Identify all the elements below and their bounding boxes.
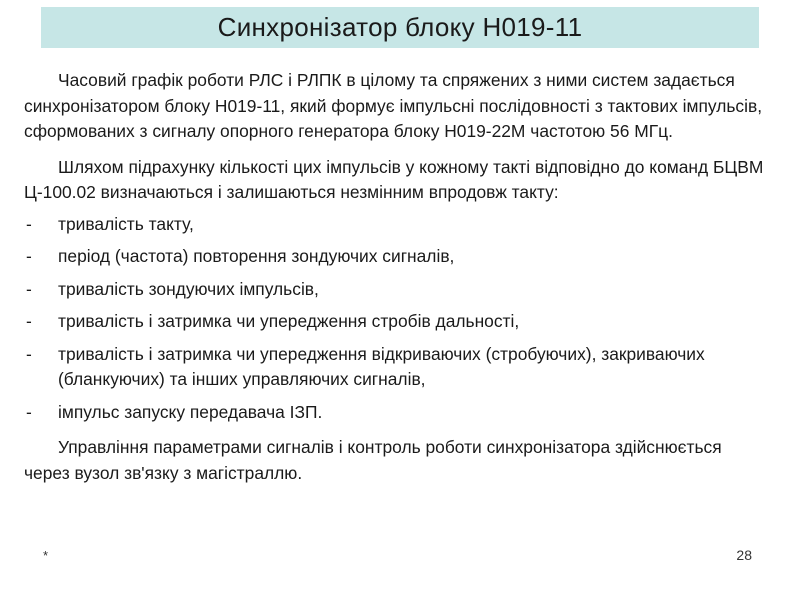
list-item <box>24 244 768 270</box>
final-paragraph: Управління параметрами сигналів і контроль роботи синхронізатора здійснюється через вузол зв'язку з магістраллю. <box>24 437 722 483</box>
intro-paragraph-1: Часовий графік роботи РЛС і РЛПК в цілому та спряжених з ними систем задається синхронізатором блоку Н019-11, який формує імпульсні послідовності з тактових імпульсів, сформованих з сигналу опорного генератора блоку Н019-22М частотою 56 МГц. <box>24 70 763 141</box>
list-item <box>24 342 768 393</box>
list-item <box>24 309 768 335</box>
list-item-text: період (частота) повторення зондуючих сигналів, <box>58 246 455 266</box>
list-item-text: тривалість такту, <box>58 213 194 234</box>
slide-body <box>24 68 768 486</box>
list-item <box>24 277 768 303</box>
list-item-text: тривалість і затримка чи упередження відкриваючих (стробуючих), закриваючих (бланкуючих) та інших управляючих сигналів, <box>58 343 705 389</box>
list-item-text: тривалість зондуючих імпульсів, <box>58 278 319 299</box>
slide-title: Синхронізатор блоку Н019-11 <box>217 12 583 42</box>
slide-title-bar <box>41 7 759 48</box>
list-item <box>24 400 768 426</box>
list-item <box>24 212 768 238</box>
list-bullet: - <box>26 401 32 422</box>
parameter-list <box>24 212 768 426</box>
list-item-text: імпульс запуску передавача ІЗП. <box>58 401 323 422</box>
list-bullet: - <box>26 246 32 266</box>
footer-mark: * <box>43 548 49 563</box>
list-bullet: - <box>26 213 32 234</box>
intro-paragraph-2: Шляхом підрахунку кількості цих імпульсів у кожному такті відповідно до команд БЦВМ Ц-100.02 визначаються і залишаються незмінним впродовж такту: <box>24 156 764 202</box>
list-bullet: - <box>26 278 32 299</box>
list-item-text: тривалість і затримка чи упередження стробів дальності, <box>58 311 520 331</box>
page-number: 28 <box>736 547 752 563</box>
list-bullet: - <box>26 311 32 331</box>
list-bullet: - <box>26 343 32 364</box>
